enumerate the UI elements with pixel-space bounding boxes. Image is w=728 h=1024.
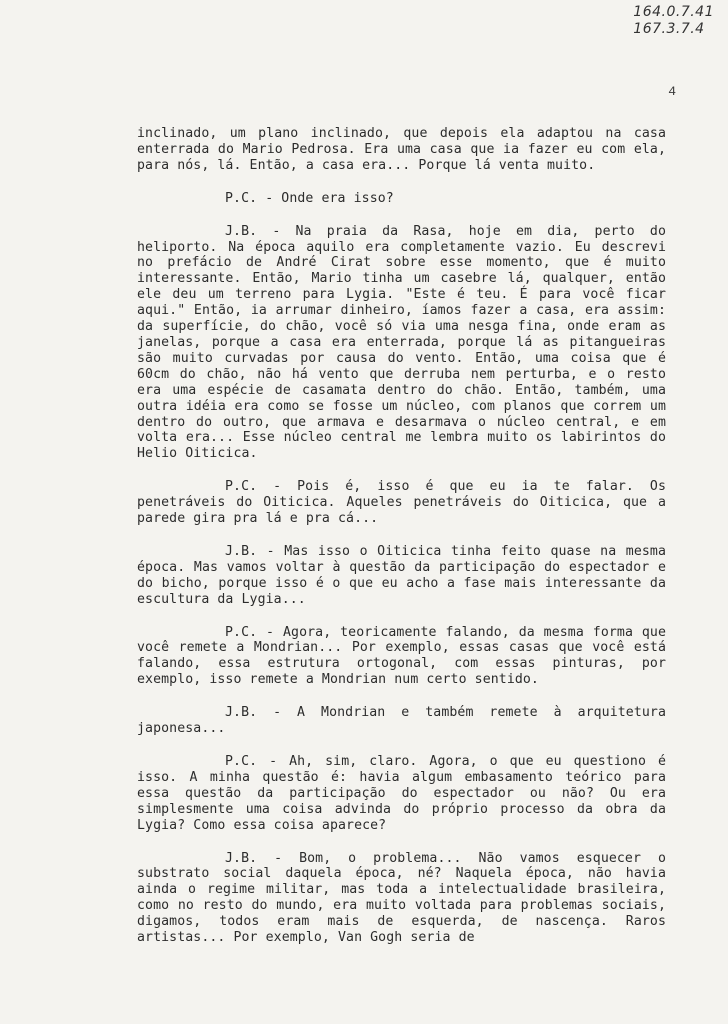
transcript-body <box>137 126 666 963</box>
archive-code-line-2: 167.3.7.4 <box>633 21 705 37</box>
paragraph-pc-question: P.C. - Ah, sim, claro. Agora, o que eu questiono é isso. A minha questão é: havia algum embasamento teórico para essa questão da participação do espectador ou não? Ou era simplesmente uma coisa advinda do próprio processo da obra da Lygia? Como essa coisa aparece? <box>137 754 666 833</box>
paragraph-jb-answer: J.B. - Mas isso o Oiticica tinha feito quase na mesma época. Mas vamos voltar à questão da participação do espectador e do bicho, porque isso é o que eu acho a fase mais interessante da escultura da Lygia... <box>137 543 666 607</box>
paragraph-pc-remark: P.C. - Pois é, isso é que eu ia te falar. Os penetráveis do Oiticica. Aqueles penetráveis do Oiticica, que a parede gira pra lá e pra cá... <box>137 479 666 527</box>
archive-code-line-1: 164.0.7.41 <box>633 4 714 20</box>
page-number: 4 <box>668 84 676 99</box>
paragraph-pc-question: P.C. - Onde era isso? <box>225 190 394 206</box>
paragraph-continuation: inclinado, um plano inclinado, que depois ela adaptou na casa enterrada do Mario Pedrosa. Era uma casa que ia fazer eu com ela, para nós, lá. Então, a casa era... Porque lá venta muito. <box>137 126 666 173</box>
paragraph-jb-answer: J.B. - A Mondrian e também remete à arquitetura japonesa... <box>137 705 666 737</box>
archive-reference-handwritten <box>633 4 714 38</box>
paragraph-jb-answer: J.B. - Bom, o problema... Não vamos esquecer o substrato social daquela época, né? Naquela época, não havia ainda o regime militar, mas toda a intelectualidade brasileira, como no resto do mundo, era muito voltada para problemas sociais, digamos, todos eram mais de esquerda, de nascença. Raros artistas... Por exemplo, Van Gogh seria de <box>137 850 666 946</box>
paragraph-pc-question: P.C. - Agora, teoricamente falando, da mesma forma que você remete a Mondrian... Por exemplo, essas casas que você está falando, essa estrutura ortogonal, com essas pinturas, por exemplo, isso remete a Mondrian num certo sentido. <box>137 624 666 688</box>
paragraph-jb-answer: J.B. - Na praia da Rasa, hoje em dia, perto do heliporto. Na época aquilo era completamente vazio. Eu descrevi no prefácio de André Cirat sobre esse momento, que é muito interessante. Então, Mario tinha um casebre lá, qualquer, então ele deu um terreno para Lygia. "Este é teu. É para você ficar aqui." Então, ia arrumar dinheiro, íamos fazer a casa, era assim: da superfície, do chão, você só via uma nesga fina, onde eram as janelas, porque a casa era enterrada, porque lá as pitangueiras são muito curvadas por causa do vento. Então, uma coisa que é 60cm do chão, não há vento que derruba nem perturba, e o resto era uma espécie de casamata dentro do chão. Então, também, uma outra idéia era como se fosse um núcleo, com planos que correm um dentro do outro, que armava e desarmava o núcleo central, e em volta era... Esse núcleo central me lembra muito os labirintos do Helio Oiticica. <box>137 223 666 462</box>
